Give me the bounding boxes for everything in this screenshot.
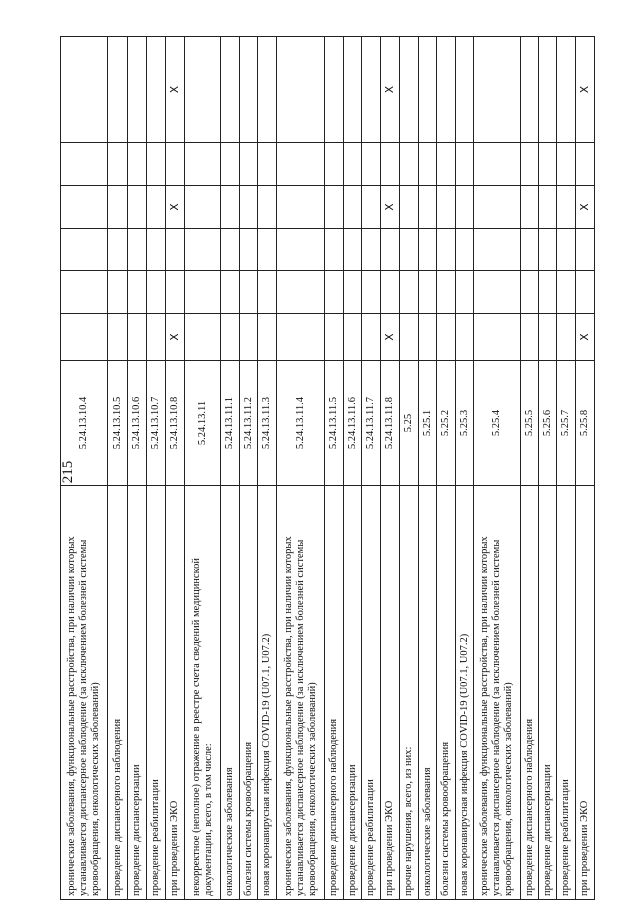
row-label: хронические заболевания, функциональные расстройства, при наличии которых устанавливается диспансерное наблюдение (за исключением болезней системы кровообращения, онкологических заболеваний) xyxy=(474,486,521,900)
mark-cell xyxy=(344,37,362,143)
table-row xyxy=(576,37,595,900)
row-code: 5.24.13.10.8 xyxy=(166,361,185,486)
mark-cell xyxy=(61,229,108,271)
mark-cell xyxy=(325,143,344,186)
row-label: проведение реабилитации xyxy=(557,486,576,900)
mark-cell xyxy=(474,314,521,361)
mark-cell xyxy=(185,229,221,271)
mark-cell xyxy=(258,229,277,271)
mark-cell xyxy=(419,271,437,314)
mark-cell xyxy=(456,314,474,361)
table-row xyxy=(400,37,419,900)
table-row xyxy=(381,37,400,900)
row-label: при проведении ЭКО xyxy=(576,486,595,900)
mark-cell xyxy=(362,37,381,143)
mark-cell: X xyxy=(381,314,400,361)
row-code: 5.24.13.11 xyxy=(185,361,221,486)
mark-cell xyxy=(521,229,539,271)
mark-cell xyxy=(400,271,419,314)
mark-cell xyxy=(419,314,437,361)
mark-cell xyxy=(419,229,437,271)
mark-cell: X xyxy=(576,37,595,143)
mark-cell xyxy=(456,271,474,314)
mark-cell xyxy=(61,37,108,143)
mark-cell xyxy=(474,143,521,186)
mark-cell xyxy=(108,143,128,186)
mark-cell xyxy=(344,314,362,361)
mark-cell xyxy=(419,37,437,143)
mark-cell xyxy=(456,37,474,143)
row-code: 5.24.13.11.8 xyxy=(381,361,400,486)
mark-cell xyxy=(128,271,147,314)
mark-cell xyxy=(400,229,419,271)
row-label: проведение реабилитации xyxy=(147,486,166,900)
mark-cell xyxy=(61,271,108,314)
mark-cell xyxy=(258,37,277,143)
mark-cell xyxy=(521,143,539,186)
mark-cell xyxy=(557,271,576,314)
mark-cell xyxy=(166,271,185,314)
mark-cell xyxy=(147,229,166,271)
mark-cell: X xyxy=(381,37,400,143)
mark-cell xyxy=(362,186,381,229)
mark-cell xyxy=(576,271,595,314)
row-label: хронические заболевания, функциональные расстройства, при наличии которых устанавливается диспансерное наблюдение (за исключением болезней системы кровообращения, онкологических заболеваний) xyxy=(61,486,108,900)
mark-cell xyxy=(474,186,521,229)
row-label: онкологические заболевания xyxy=(419,486,437,900)
mark-cell xyxy=(381,229,400,271)
row-label: при проведении ЭКО xyxy=(381,486,400,900)
mark-cell xyxy=(240,37,258,143)
mark-cell xyxy=(521,186,539,229)
mark-cell xyxy=(437,314,456,361)
mark-cell xyxy=(437,271,456,314)
table-body xyxy=(61,37,595,900)
mark-cell xyxy=(277,37,325,143)
mark-cell xyxy=(166,229,185,271)
mark-cell xyxy=(108,186,128,229)
table-container xyxy=(60,37,591,900)
mark-cell xyxy=(325,186,344,229)
row-label: болезни системы кровообращения xyxy=(240,486,258,900)
mark-cell xyxy=(240,186,258,229)
row-code: 5.25 xyxy=(400,361,419,486)
row-code: 5.24.13.10.5 xyxy=(108,361,128,486)
mark-cell xyxy=(362,229,381,271)
mark-cell xyxy=(381,271,400,314)
mark-cell xyxy=(240,314,258,361)
mark-cell xyxy=(539,37,557,143)
mark-cell xyxy=(539,314,557,361)
mark-cell xyxy=(108,314,128,361)
row-label: проведение реабилитации xyxy=(362,486,381,900)
mark-cell xyxy=(344,186,362,229)
mark-cell xyxy=(277,314,325,361)
row-code: 5.24.13.10.7 xyxy=(147,361,166,486)
row-label: онкологические заболевания xyxy=(221,486,240,900)
table-row xyxy=(61,37,108,900)
row-code: 5.24.13.10.4 xyxy=(61,361,108,486)
row-code: 5.24.13.11.5 xyxy=(325,361,344,486)
table-row xyxy=(147,37,166,900)
mark-cell xyxy=(128,143,147,186)
mark-cell xyxy=(240,143,258,186)
row-label: хронические заболевания, функциональные расстройства, при наличии которых устанавливается диспансерное наблюдение (за исключением болезней системы кровообращения, онкологических заболеваний) xyxy=(277,486,325,900)
mark-cell xyxy=(362,314,381,361)
table-row xyxy=(258,37,277,900)
mark-cell xyxy=(221,271,240,314)
mark-cell xyxy=(521,314,539,361)
mark-cell xyxy=(437,186,456,229)
mark-cell xyxy=(240,229,258,271)
row-code: 5.24.13.11.3 xyxy=(258,361,277,486)
mark-cell xyxy=(258,271,277,314)
mark-cell xyxy=(277,186,325,229)
mark-cell xyxy=(185,271,221,314)
row-label: прочие нарушения, всего, из них: xyxy=(400,486,419,900)
table-row xyxy=(344,37,362,900)
table-row xyxy=(521,37,539,900)
mark-cell xyxy=(557,143,576,186)
mark-cell xyxy=(108,37,128,143)
row-label: проведение диспансеризации xyxy=(539,486,557,900)
row-code: 5.24.13.11.4 xyxy=(277,361,325,486)
mark-cell xyxy=(147,186,166,229)
mark-cell xyxy=(166,143,185,186)
mark-cell xyxy=(539,186,557,229)
mark-cell xyxy=(147,314,166,361)
row-code: 5.25.3 xyxy=(456,361,474,486)
table-row xyxy=(240,37,258,900)
row-code: 5.25.4 xyxy=(474,361,521,486)
mark-cell xyxy=(128,186,147,229)
mark-cell xyxy=(128,314,147,361)
mark-cell xyxy=(147,143,166,186)
rotated-table-frame xyxy=(60,37,591,900)
mark-cell xyxy=(128,229,147,271)
mark-cell xyxy=(419,186,437,229)
mark-cell xyxy=(147,37,166,143)
mark-cell: X xyxy=(166,314,185,361)
mark-cell xyxy=(344,143,362,186)
row-label: некорректное (неполное) отражение в реестре счета сведений медицинской документации, всего, в том числе: xyxy=(185,486,221,900)
row-label: проведение диспансеризации xyxy=(344,486,362,900)
mark-cell xyxy=(221,314,240,361)
row-label: проведение диспансерного наблюдения xyxy=(108,486,128,900)
mark-cell xyxy=(277,271,325,314)
row-code: 5.25.5 xyxy=(521,361,539,486)
mark-cell xyxy=(185,314,221,361)
row-label: новая коронавирусная инфекция COVID-19 (U07.1, U07.2) xyxy=(456,486,474,900)
mark-cell xyxy=(400,143,419,186)
mark-cell xyxy=(277,229,325,271)
table-row xyxy=(557,37,576,900)
mark-cell xyxy=(325,271,344,314)
mark-cell xyxy=(258,186,277,229)
mark-cell xyxy=(557,186,576,229)
mark-cell xyxy=(362,143,381,186)
mark-cell xyxy=(258,314,277,361)
mark-cell xyxy=(221,37,240,143)
table-row xyxy=(474,37,521,900)
row-code: 5.24.13.10.6 xyxy=(128,361,147,486)
row-code: 5.25.6 xyxy=(539,361,557,486)
row-label: болезни системы кровообращения xyxy=(437,486,456,900)
mark-cell xyxy=(539,143,557,186)
mark-cell xyxy=(108,271,128,314)
mark-cell xyxy=(344,229,362,271)
mark-cell xyxy=(277,143,325,186)
mark-cell xyxy=(456,229,474,271)
table-row xyxy=(362,37,381,900)
row-label: проведение диспансерного наблюдения xyxy=(521,486,539,900)
mark-cell xyxy=(576,229,595,271)
row-code: 5.25.8 xyxy=(576,361,595,486)
table-row xyxy=(128,37,147,900)
mark-cell xyxy=(325,229,344,271)
mark-cell xyxy=(185,37,221,143)
row-code: 5.25.2 xyxy=(437,361,456,486)
mark-cell xyxy=(258,143,277,186)
row-label: новая коронавирусная инфекция COVID-19 (U07.1, U07.2) xyxy=(258,486,277,900)
row-label: при проведении ЭКО xyxy=(166,486,185,900)
row-label: проведение диспансерного наблюдения xyxy=(325,486,344,900)
row-code: 5.24.13.11.2 xyxy=(240,361,258,486)
mark-cell xyxy=(521,271,539,314)
mark-cell xyxy=(539,271,557,314)
mark-cell xyxy=(576,143,595,186)
mark-cell xyxy=(61,186,108,229)
mark-cell xyxy=(240,271,258,314)
mark-cell xyxy=(325,314,344,361)
mark-cell xyxy=(474,37,521,143)
mark-cell xyxy=(557,229,576,271)
mark-cell xyxy=(344,271,362,314)
row-code: 5.25.1 xyxy=(419,361,437,486)
mark-cell xyxy=(456,186,474,229)
mark-cell xyxy=(221,186,240,229)
mark-cell: X xyxy=(166,186,185,229)
table-row xyxy=(437,37,456,900)
table-row xyxy=(166,37,185,900)
table-row xyxy=(277,37,325,900)
mark-cell xyxy=(108,229,128,271)
mark-cell xyxy=(185,186,221,229)
mark-cell xyxy=(185,143,221,186)
mark-cell xyxy=(557,37,576,143)
mark-cell: X xyxy=(381,186,400,229)
mark-cell xyxy=(362,271,381,314)
mark-cell xyxy=(474,271,521,314)
mark-cell: X xyxy=(576,314,595,361)
table-row xyxy=(539,37,557,900)
row-code: 5.24.13.11.1 xyxy=(221,361,240,486)
table-row xyxy=(108,37,128,900)
mark-cell xyxy=(61,143,108,186)
mark-cell xyxy=(381,143,400,186)
mark-cell xyxy=(456,143,474,186)
row-code: 5.24.13.11.7 xyxy=(362,361,381,486)
mark-cell xyxy=(539,229,557,271)
mark-cell xyxy=(325,37,344,143)
mark-cell xyxy=(557,314,576,361)
row-code: 5.24.13.11.6 xyxy=(344,361,362,486)
table-row xyxy=(185,37,221,900)
mark-cell xyxy=(474,229,521,271)
mark-cell: X xyxy=(166,37,185,143)
table-row xyxy=(456,37,474,900)
mark-cell xyxy=(400,314,419,361)
mark-cell xyxy=(61,314,108,361)
mark-cell xyxy=(221,143,240,186)
row-code: 5.25.7 xyxy=(557,361,576,486)
mark-cell xyxy=(128,37,147,143)
page-number: 215 xyxy=(60,460,76,484)
mark-cell xyxy=(221,229,240,271)
row-label: проведение диспансеризации xyxy=(128,486,147,900)
table-row xyxy=(325,37,344,900)
mark-cell xyxy=(437,229,456,271)
table-row xyxy=(419,37,437,900)
mark-cell xyxy=(437,143,456,186)
mark-cell xyxy=(419,143,437,186)
report-table xyxy=(60,36,595,900)
mark-cell xyxy=(400,37,419,143)
mark-cell xyxy=(147,271,166,314)
table-row xyxy=(221,37,240,900)
mark-cell: X xyxy=(576,186,595,229)
mark-cell xyxy=(521,37,539,143)
mark-cell xyxy=(400,186,419,229)
mark-cell xyxy=(437,37,456,143)
